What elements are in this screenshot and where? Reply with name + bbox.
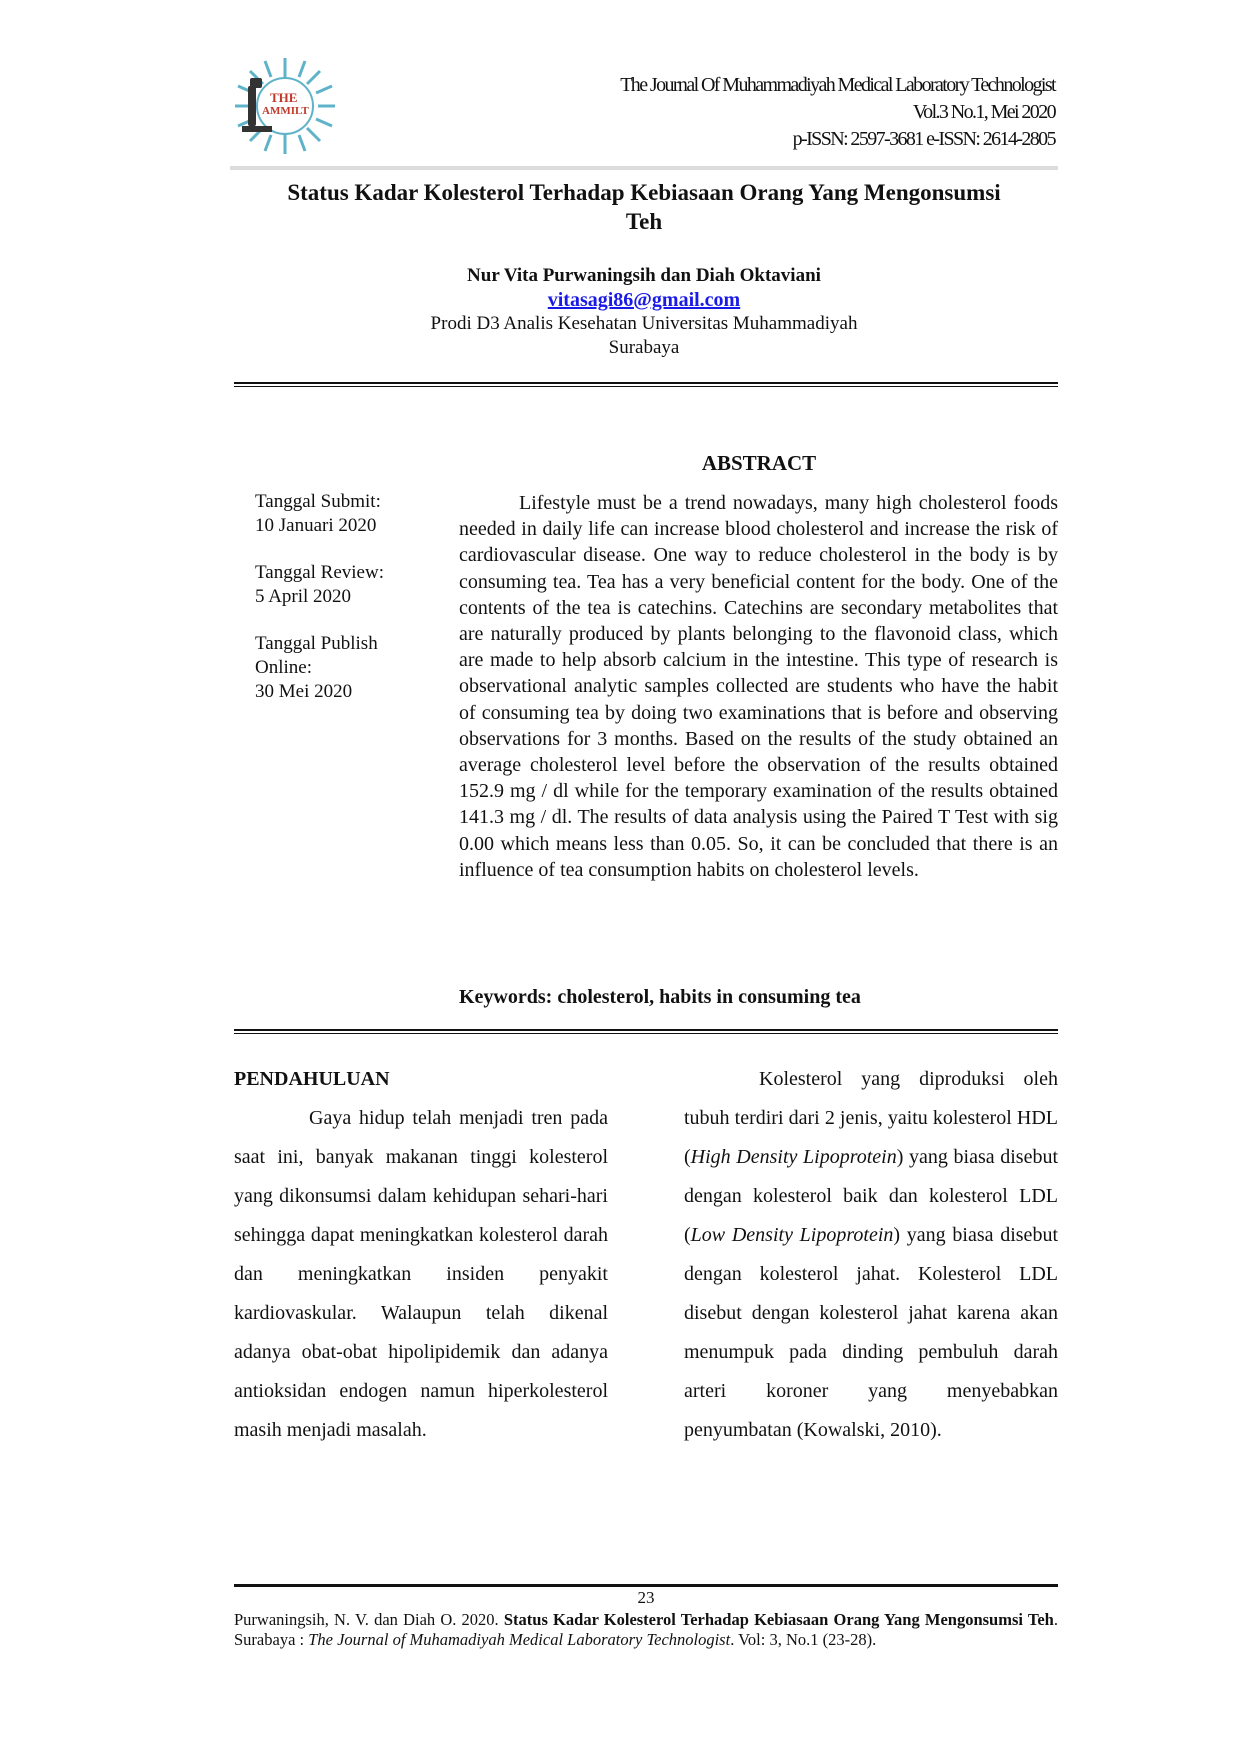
- citation: [234, 1610, 1058, 1650]
- author-email: [230, 288, 1058, 312]
- review-label: Tanggal Review:: [255, 562, 384, 583]
- submit-value: 10 Januari 2020: [255, 515, 377, 536]
- affiliation-line-1: Prodi D3 Analis Kesehatan Universitas Muhammadiyah: [430, 313, 858, 334]
- abstract-divider: [234, 1029, 1058, 1034]
- review-value: 5 April 2020: [255, 586, 352, 607]
- submit-label: Tanggal Submit:: [255, 491, 381, 512]
- right-text-1: Kolesterol yang diproduksi oleh tubuh terdiri dari 2 jenis, yaitu kolesterol HDL (: [684, 1068, 1058, 1168]
- keywords: Keywords: cholesterol, habits in consuming tea: [459, 986, 861, 1008]
- journal-logo: [230, 56, 340, 156]
- article-title: [230, 178, 1058, 236]
- cite-place: . Surabaya :: [234, 1610, 1058, 1649]
- logo-text-2: AMMILT: [262, 105, 309, 117]
- right-text-2: ) yang biasa disebut dengan kolesterol baik dan kolesterol LDL (: [684, 1146, 1059, 1246]
- cite-journal: The Journal of Muhamadiyah Medical Laboratory Technologist: [308, 1630, 731, 1649]
- logo-text-1: THE: [270, 90, 298, 105]
- affiliation-line-2: Surabaya: [608, 337, 680, 358]
- cite-authors: Purwaningsih, N. V. dan Diah O. 2020.: [234, 1610, 504, 1629]
- section-heading: PENDAHULUAN: [234, 1068, 390, 1090]
- author-affiliation: [230, 312, 1058, 360]
- title-line-1: Status Kadar Kolesterol Terhadap Kebiasaan Orang Yang Mengonsumsi: [287, 180, 1001, 205]
- left-column: [234, 1060, 608, 1450]
- ldl-term: Low Density Lipoprotein: [690, 1224, 894, 1246]
- footer-divider: [234, 1584, 1058, 1587]
- journal-name: The Journal Of Muhammadiyah Medical Laboratory Technologist: [620, 74, 1055, 96]
- cite-rest: . Vol: 3, No.1 (23-28).: [730, 1630, 877, 1649]
- publish-value: 30 Mei 2020: [255, 681, 353, 702]
- title-line-2: Teh: [625, 209, 663, 234]
- cite-title: Status Kadar Kolesterol Terhadap Kebiasaan Orang Yang Mengonsumsi Teh: [503, 1610, 1054, 1629]
- header-divider: [230, 166, 1058, 170]
- title-divider: [234, 382, 1058, 387]
- abstract-body: [459, 490, 1058, 883]
- journal-meta: [620, 72, 1055, 153]
- review-date: [255, 561, 425, 609]
- abstract-heading: ABSTRACT: [701, 451, 817, 475]
- hdl-term: High Density Lipoprotein: [690, 1146, 897, 1168]
- right-text-3: ) yang biasa disebut dengan kolesterol jahat. Kolesterol LDL disebut dengan kolesterol jahat karena akan menumpuk pada dinding pembuluh darah arteri koroner yang menyebabkan penyumbatan (Kowalski, 2010).: [684, 1224, 1058, 1441]
- author-names: Nur Vita Purwaningsih dan Diah Oktaviani: [467, 265, 821, 286]
- submit-date: [255, 490, 425, 538]
- journal-volume: Vol.3 No.1, Mei 2020: [912, 101, 1055, 123]
- publish-label-2: Online:: [255, 657, 312, 678]
- publish-label-1: Tanggal Publish: [255, 633, 378, 654]
- right-paragraph: [684, 1060, 1058, 1450]
- journal-issn: p-ISSN: 2597-3681 e-ISSN: 2614-2805: [792, 128, 1055, 150]
- article-dates: [255, 490, 425, 727]
- page-number: 23: [637, 1588, 655, 1607]
- right-column: [684, 1060, 1058, 1450]
- email-link[interactable]: vitasagi86@gmail.com: [547, 289, 741, 311]
- left-paragraph: Gaya hidup telah menjadi tren pada saat ini, banyak makanan tinggi kolesterol yang dikonsumsi dalam kehidupan sehari-hari sehingga dapat meningkatkan kolesterol darah dan meningkatkan insiden penyakit kardiovaskular. Walaupun telah dikenal adanya obat-obat hipolipidemik dan adanya antioksidan endogen namun hiperkolesterol masih menjadi masalah.: [234, 1107, 608, 1441]
- abstract-text: Lifestyle must be a trend nowadays, many high cholesterol foods needed in daily life can increase blood cholesterol and increase the risk of cardiovascular disease. One way to reduce cholesterol in the body is by consuming tea. Tea has a very beneficial content for the body. One of the contents of the tea is catechins. Catechins are secondary metabolites that are naturally produced by plants belonging to the flavonoid class, which are made to help absorb calcium in the intestine. This type of research is observational analytic samples collected are students who have the habit of consuming tea by doing two examinations that is before and observing observations for 3 months. Based on the results of the study obtained an average cholesterol level before the observation of the results obtained 152.9 mg / dl while for the temporary examination of the results obtained 141.3 mg / dl. The results of data analysis using the Paired T Test with sig 0.00 which means less than 0.05. So, it can be concluded that there is an influence of tea consumption habits on cholesterol levels.: [459, 492, 1058, 881]
- publish-date: [255, 632, 425, 704]
